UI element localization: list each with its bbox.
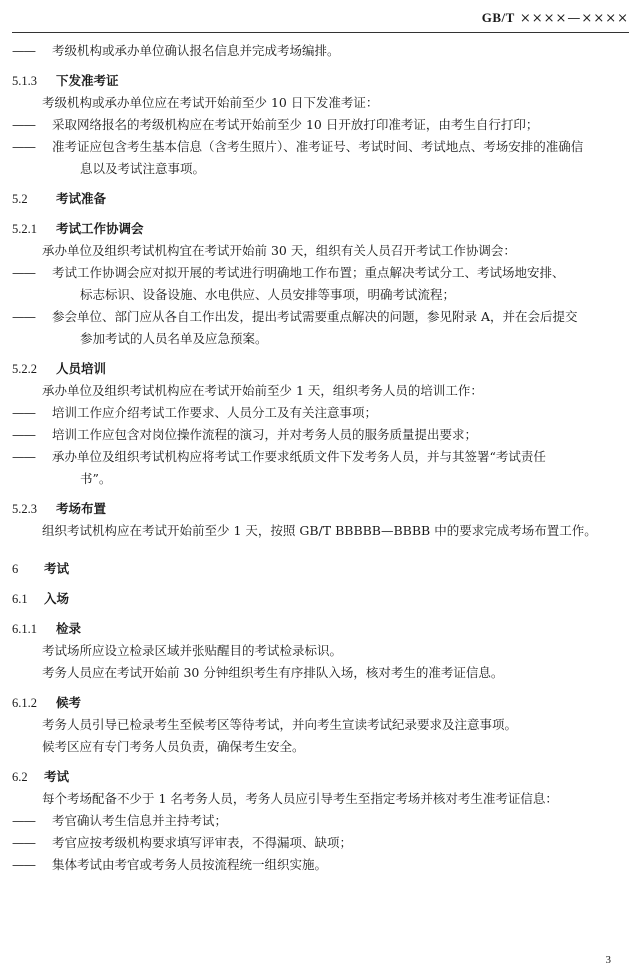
dash-item-continuation: 书”。 <box>80 471 112 486</box>
paragraph: 考务人员应在考试开始前 30 分钟组织考生有序排队入场，核对考生的准考证信息。 <box>42 665 504 680</box>
dash-item: —— 考官应按考级机构要求填写评审表，不得漏项、缺项； <box>12 835 353 850</box>
section-heading-5-2: 5.2 考试准备 <box>12 191 107 206</box>
standard-code: GB/T <box>481 10 515 25</box>
dash-item: —— 考官确认考生信息并主持考试； <box>12 813 228 828</box>
page-number: 3 <box>605 954 611 966</box>
dash-item: —— 采取网络报名的考级机构应在考试开始前至少 10 日开放打印准考证，由考生自行打印； <box>12 117 539 132</box>
paragraph: 组织考试机构应在考试开始前至少 1 天，按照 GB/T BBBBB—BBBB 中的要求完成考场布置工作。 <box>42 523 597 538</box>
section-heading-6: 6 考试 <box>12 561 70 576</box>
section-heading-5-2-2: 5.2.2 人员培训 <box>12 361 107 376</box>
section-heading-6-2: 6.2 考试 <box>12 769 70 784</box>
paragraph: 考试场所应设立检录区域并张贴醒目的考试检录标识。 <box>42 643 343 658</box>
paragraph: 考级机构或承办单位应在考试开始前至少 10 日下发准考证： <box>42 95 379 110</box>
document-body <box>12 40 632 876</box>
header-rule <box>12 32 629 33</box>
paragraph: 考务人员引导已检录考生至候考区等待考试，并向考生宣读考试纪录要求及注意事项。 <box>42 717 518 732</box>
dash-item: —— 集体考试由考官或考务人员按流程统一组织实施。 <box>12 857 328 872</box>
dash-item: —— 准考证应包含考生基本信息（含考生照片）、准考证号、考试时间、考试地点、考场安排的准确信 <box>12 139 584 154</box>
standard-number: ××××—×××× <box>519 11 629 26</box>
dash-item: —— 培训工作应包含对岗位操作流程的演习，并对考务人员的服务质量提出要求； <box>12 427 478 442</box>
dash-item-continuation: 参加考试的人员名单及应急预案。 <box>80 331 268 346</box>
standard-header <box>482 10 629 26</box>
section-heading-6-1: 6.1 入场 <box>12 591 70 606</box>
section-heading-5-2-3: 5.2.3 考场布置 <box>12 501 107 516</box>
paragraph: 每个考场配备不少于 1 名考务人员，考务人员应引导考生至指定考场并核对考生准考证信息： <box>42 791 558 806</box>
section-heading-5-2-1: 5.2.1 考试工作协调会 <box>12 221 144 236</box>
section-heading-6-1-2: 6.1.2 候考 <box>12 695 82 710</box>
paragraph: 承办单位及组织考试机构宜在考试开始前 30 天，组织有关人员召开考试工作协调会： <box>42 243 516 258</box>
section-heading-5-1-3: 5.1.3 下发准考证 <box>12 73 119 88</box>
paragraph: 候考区应有专门考务人员负责，确保考生安全。 <box>42 739 305 754</box>
dash-item: —— 考级机构或承办单位确认报名信息并完成考场编排。 <box>12 43 340 58</box>
dash-item: —— 培训工作应介绍考试工作要求、人员分工及有关注意事项； <box>12 405 378 420</box>
paragraph: 承办单位及组织考试机构应在考试开始前至少 1 天，组织考务人员的培训工作： <box>42 383 483 398</box>
dash-item: —— 考试工作协调会应对拟开展的考试进行明确地工作布置；重点解决考试分工、考试场地安排、 <box>12 265 565 280</box>
dash-item: —— 承办单位及组织考试机构应将考试工作要求纸质文件下发考务人员，并与其签署“考试责任 <box>12 449 546 464</box>
dash-item-continuation: 标志标识、设备设施、水电供应、人员安排等事项，明确考试流程； <box>80 287 456 302</box>
dash-item: —— 参会单位、部门应从各自工作出发，提出考试需要重点解决的问题，参见附录 A，并在会后提交 <box>12 309 578 324</box>
section-heading-6-1-1: 6.1.1 检录 <box>12 621 82 636</box>
dash-item-continuation: 息以及考试注意事项。 <box>80 161 206 176</box>
